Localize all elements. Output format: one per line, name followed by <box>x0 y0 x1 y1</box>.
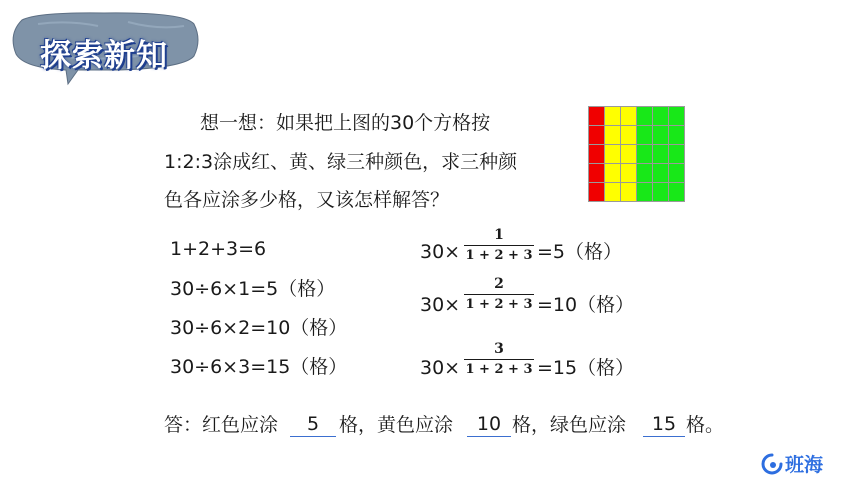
grid-cell <box>589 107 604 125</box>
grid-cell <box>669 126 684 144</box>
answer-red-value: 5 <box>306 413 320 435</box>
color-grid <box>588 106 685 202</box>
method2-prefix-2: 30× <box>420 294 461 316</box>
grid-cell <box>621 164 636 182</box>
answer-yellow-value: 10 <box>476 413 502 435</box>
question-line-1: 想一想：如果把上图的30个方格按 <box>200 112 491 134</box>
method1-line-4: 30÷6×3=15（格） <box>170 356 348 378</box>
grid-cell <box>621 126 636 144</box>
grid-cell <box>669 183 684 201</box>
grid-cell <box>669 164 684 182</box>
fraction-1-denominator: 1 + 2 + 3 <box>465 248 533 263</box>
grid-cell <box>621 107 636 125</box>
method1-line-3: 30÷6×2=10（格） <box>170 317 348 339</box>
method2-result-3: =15（格） <box>537 357 635 379</box>
grid-cell <box>637 145 652 163</box>
answer-red-blank <box>290 436 336 437</box>
grid-cell <box>637 183 652 201</box>
grid-cell <box>653 126 668 144</box>
fraction-3-numerator: 3 <box>494 341 504 357</box>
grid-cell <box>605 183 620 201</box>
method2-result-2: =10（格） <box>537 294 635 316</box>
answer-green-value: 15 <box>651 413 677 435</box>
grid-cell <box>605 126 620 144</box>
fraction-1-numerator: 1 <box>494 227 504 243</box>
grid-cell <box>621 183 636 201</box>
method1-line-2: 30÷6×1=5（格） <box>170 278 336 300</box>
fraction-3 <box>464 340 534 378</box>
grid-cell <box>653 107 668 125</box>
grid-cell <box>637 164 652 182</box>
answer-green-blank <box>643 436 685 437</box>
question-line-3: 色各应涂多少格，又该怎样解答？ <box>164 189 450 211</box>
section-title: 探索新知 <box>40 38 168 74</box>
fraction-2-denominator: 1 + 2 + 3 <box>465 297 533 312</box>
answer-yellow-blank <box>467 436 511 437</box>
fraction-2-bar <box>464 294 534 295</box>
grid-cell <box>637 126 652 144</box>
answer-mid-2: 格，绿色应涂 <box>512 414 627 436</box>
answer-suffix: 格。 <box>686 414 725 436</box>
grid-cell <box>653 164 668 182</box>
grid-cell <box>605 107 620 125</box>
grid-cell <box>621 145 636 163</box>
fraction-3-bar <box>464 359 534 360</box>
method1-line-1: 1+2+3=6 <box>170 238 267 260</box>
fraction-1-bar <box>464 245 534 246</box>
method2-prefix-1: 30× <box>420 241 461 263</box>
swirl-logo-icon <box>760 452 784 476</box>
grid-cell <box>669 107 684 125</box>
grid-cell <box>653 183 668 201</box>
answer-mid-1: 格，黄色应涂 <box>339 414 454 436</box>
method2-prefix-3: 30× <box>420 357 461 379</box>
brand-logo-text: 班海 <box>785 454 824 476</box>
grid-cell <box>637 107 652 125</box>
answer-prefix: 答：红色应涂 <box>164 414 279 436</box>
method2-result-1: =5（格） <box>537 241 623 263</box>
grid-cell <box>605 145 620 163</box>
fraction-2 <box>464 275 534 313</box>
grid-cell <box>653 145 668 163</box>
grid-cell <box>589 183 604 201</box>
grid-cell <box>605 164 620 182</box>
question-line-2: 1:2:3涂成红、黄、绿三种颜色，求三种颜 <box>164 151 518 173</box>
grid-cell <box>669 145 684 163</box>
section-badge <box>8 10 200 86</box>
grid-cell <box>589 145 604 163</box>
fraction-1 <box>464 226 534 264</box>
fraction-3-denominator: 1 + 2 + 3 <box>465 362 533 377</box>
grid-cell <box>589 126 604 144</box>
grid-cell <box>589 164 604 182</box>
fraction-2-numerator: 2 <box>494 276 504 292</box>
